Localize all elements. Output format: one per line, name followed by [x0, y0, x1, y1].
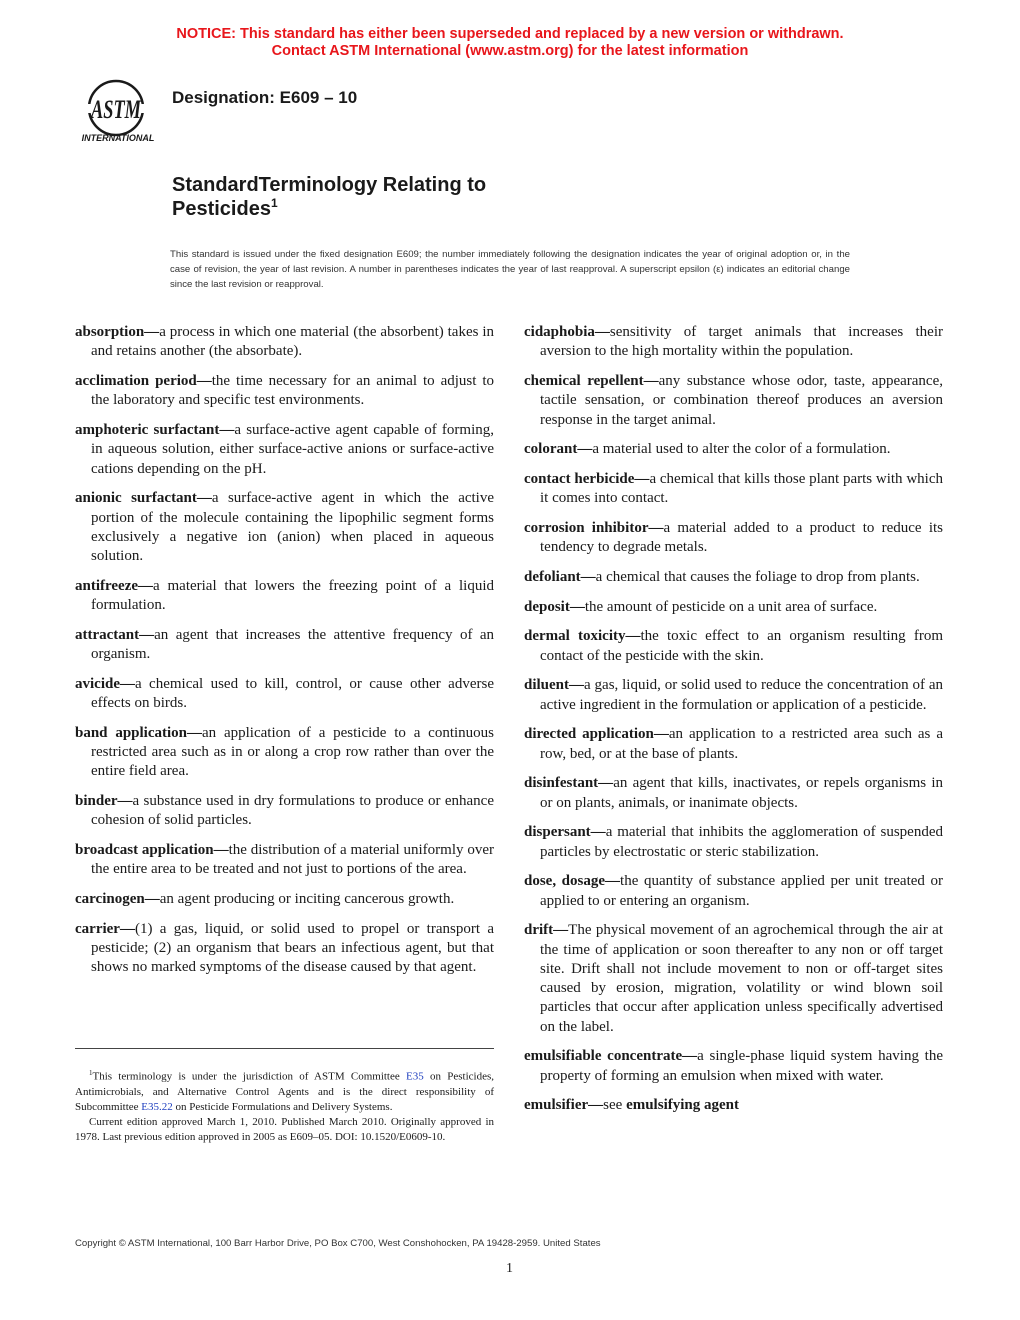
definition: see: [603, 1097, 627, 1114]
definition: a substance used in dry formulations to produce or enhance cohesion of solid particles.: [91, 793, 494, 829]
definition-entry: [75, 890, 494, 909]
term: contact herbicide—: [524, 470, 650, 487]
page-number: 1: [506, 1261, 513, 1276]
definition: the quantity of substance applied per unit treated or applied to or entering an organism.: [540, 873, 943, 909]
definition-entry: [75, 724, 494, 782]
definition-entry: [75, 792, 494, 831]
definition-entry: [524, 598, 943, 617]
definition: the toxic effect to an organism resulting from contact of the pesticide with the skin.: [540, 628, 943, 664]
definition: the time necessary for an animal to adjust to the laboratory and specific test environments.: [91, 372, 495, 409]
term: diluent—: [524, 677, 585, 694]
definition: an agent producing or inciting cancerous growth.: [159, 891, 455, 908]
definition-entry: [524, 470, 943, 509]
footnote-text: This terminology is under the jurisdiction of ASTM Committee: [92, 1070, 407, 1083]
definition: an application to a restricted area such as a row, bed, or at the base of plants.: [540, 726, 944, 762]
definition: the distribution of a material uniformly over the entire area to be treated and not just to portions of the area.: [91, 842, 494, 878]
term: carcinogen—: [75, 891, 160, 908]
committee-link[interactable]: E35: [406, 1070, 424, 1083]
term: antifreeze—: [75, 577, 154, 594]
definition: a material that lowers the freezing point of a liquid formulation.: [91, 577, 494, 614]
definition: any substance whose odor, taste, appearance, tactile sensation, or combination thereof produces an aversion response in the target animal.: [540, 372, 943, 428]
definition: a single-phase liquid system having the property of forming an emulsion when mixed with water.: [540, 1048, 943, 1084]
term: attractant—: [75, 626, 155, 643]
astm-logo: [72, 78, 164, 144]
definition: The physical movement of an agrochemical through the air at the time of application or soon thereafter to any non or off target site. Drift shall not include movement to non or off-target sites caused by erosion, migration, volatility or wind blown soil particles that occur after application unless specifically advertised on the label.: [540, 922, 943, 1035]
title-word: Pesticides: [172, 198, 271, 220]
logo-subtitle: INTERNATIONAL: [81, 133, 155, 143]
definition: a surface-active agent capable of forming, in aqueous solution, either surface-active anions or surface-active cations depending on the pH.: [91, 421, 495, 477]
term: dermal toxicity—: [524, 628, 641, 645]
term: disinfestant—: [524, 775, 614, 792]
term: chemical repellent—: [524, 372, 659, 389]
term: directed application—: [524, 726, 669, 743]
term: absorption—: [75, 324, 160, 340]
term: binder—: [75, 793, 133, 810]
definition-entry: [524, 568, 943, 587]
logo-letters: ASTM: [89, 95, 142, 124]
title-line-2: [172, 197, 692, 221]
term: cidaphobia—: [524, 324, 610, 340]
see-term: emulsifying agent: [626, 1097, 739, 1114]
term: deposit—: [524, 598, 585, 615]
term: emulsifier—: [524, 1097, 604, 1114]
definition: (1) a gas, liquid, or solid used to propel or transport a pesticide; (2) an organism that bears an infectious agent, but that shows no marked symptoms of the disease caused by that agent.: [91, 920, 494, 976]
definition-entry: [524, 921, 943, 1037]
term: emulsifiable concentrate—: [524, 1048, 698, 1065]
term: colorant—: [524, 441, 593, 458]
right-column: [524, 323, 943, 1126]
notice-line-2: Contact ASTM International (www.astm.org) for the latest information: [271, 43, 749, 59]
definition-entry: [524, 823, 943, 862]
definition-entry: [524, 1096, 943, 1115]
definition: a material used to alter the color of a formulation.: [592, 441, 891, 458]
term: dispersant—: [524, 824, 606, 841]
term: defoliant—: [524, 568, 596, 585]
definition: a chemical used to kill, control, or cause other adverse effects on birds.: [91, 675, 494, 712]
definition-entry: [75, 920, 494, 978]
footnote-mark: 1: [89, 1069, 93, 1077]
definition: the amount of pesticide on a unit area of surface.: [584, 598, 878, 615]
title-line-1: StandardTerminology Relating to: [172, 174, 487, 196]
term: drift—: [524, 922, 569, 939]
definition: a chemical that kills those plant parts with which it comes into contact.: [540, 470, 944, 507]
notice-line-1: NOTICE: This standard has either been superseded and replaced by a new version or withdrawn.: [176, 26, 844, 42]
document-title: [172, 173, 692, 221]
definition-entry: [75, 372, 494, 411]
definition-entry: [75, 489, 494, 566]
left-column: [75, 323, 494, 988]
definition: an agent that kills, inactivates, or repels organisms in or on plants, animals, or inanimate objects.: [540, 775, 943, 811]
term: band application—: [75, 724, 203, 741]
copyright: Copyright © ASTM International, 100 Barr Harbor Drive, PO Box C700, West Conshohocken, PA 19428-2959. United States: [75, 1238, 601, 1249]
definition: a process in which one material (the absorbent) takes in and retains another (the absorbate).: [91, 324, 494, 360]
definition-entry: [524, 323, 943, 362]
footnote-text: on Pesticide Formulations and Delivery Systems.: [172, 1100, 393, 1113]
footnotes: [75, 1048, 494, 1145]
footnote-2: Current edition approved March 1, 2010. Published March 2010. Originally approved in 1978. Last previous edition approved in 2005 as E609–05. DOI: 10.1520/E0609-10.: [75, 1115, 494, 1143]
definition: a material added to a product to reduce its tendency to degrade metals.: [540, 519, 943, 556]
definition: sensitivity of target animals that increases their aversion to the high mortality within the population.: [540, 324, 943, 360]
term: dose, dosage—: [524, 873, 621, 890]
definition: a surface-active agent in which the active portion of the molecule containing the lipophilic segment forms exclusively a negative ion (anion) when placed in aqueous solution.: [91, 490, 495, 565]
definition-entry: [75, 323, 494, 362]
term: anionic surfactant—: [75, 490, 212, 507]
term: acclimation period—: [75, 372, 212, 389]
term: broadcast application—: [75, 842, 229, 859]
withdrawal-notice: [0, 26, 1020, 60]
definition-entry: [75, 421, 494, 479]
term: carrier—: [75, 920, 135, 937]
definition-entry: [524, 872, 943, 911]
definition-entry: [75, 675, 494, 714]
subcommittee-link[interactable]: E35.22: [141, 1100, 173, 1113]
definition-entry: [524, 627, 943, 666]
term: avicide—: [75, 675, 135, 692]
definition: a chemical that causes the foliage to drop from plants.: [595, 568, 920, 585]
footnote-text: on Pesticides, Antimicrobials, and Alternative Control Agents and is the direct responsibility of Subcommittee: [75, 1070, 494, 1113]
definition-entry: [524, 440, 943, 459]
definition-entry: [75, 841, 494, 880]
definition-entry: [524, 519, 943, 558]
definition: a material that inhibits the agglomeration of suspended particles by electrostatic or steric stabilization.: [540, 824, 943, 860]
definition: a gas, liquid, or solid used to reduce the concentration of an active ingredient in the formulation or application of a pesticide.: [540, 677, 943, 713]
definition-entry: [524, 774, 943, 813]
term: amphoteric surfactant—: [75, 421, 235, 438]
designation: Designation: E609 – 10: [172, 88, 358, 107]
title-footnote-mark: 1: [270, 196, 278, 210]
definition-entry: [75, 577, 494, 616]
footnote-1: [75, 1066, 494, 1115]
issued-statement: This standard is issued under the fixed designation E609; the number immediately following the designation indicates the year of original adoption or, in the case of revision, the year of last revision. A number in parentheses indicates the year of last reapproval. A superscript epsilon (ε) indicates an editorial change since the last revision or reapproval.: [170, 249, 850, 290]
definition-entry: [524, 725, 943, 764]
term: corrosion inhibitor—: [524, 519, 664, 536]
definition: an agent that increases the attentive frequency of an organism.: [91, 626, 494, 663]
definition-entry: [524, 676, 943, 715]
definition-entry: [524, 372, 943, 430]
definition-entry: [75, 626, 494, 665]
definition: an application of a pesticide to a continuous restricted area such as in or along a crop row rather than over the entire field area.: [91, 724, 495, 780]
definition-entry: [524, 1047, 943, 1086]
